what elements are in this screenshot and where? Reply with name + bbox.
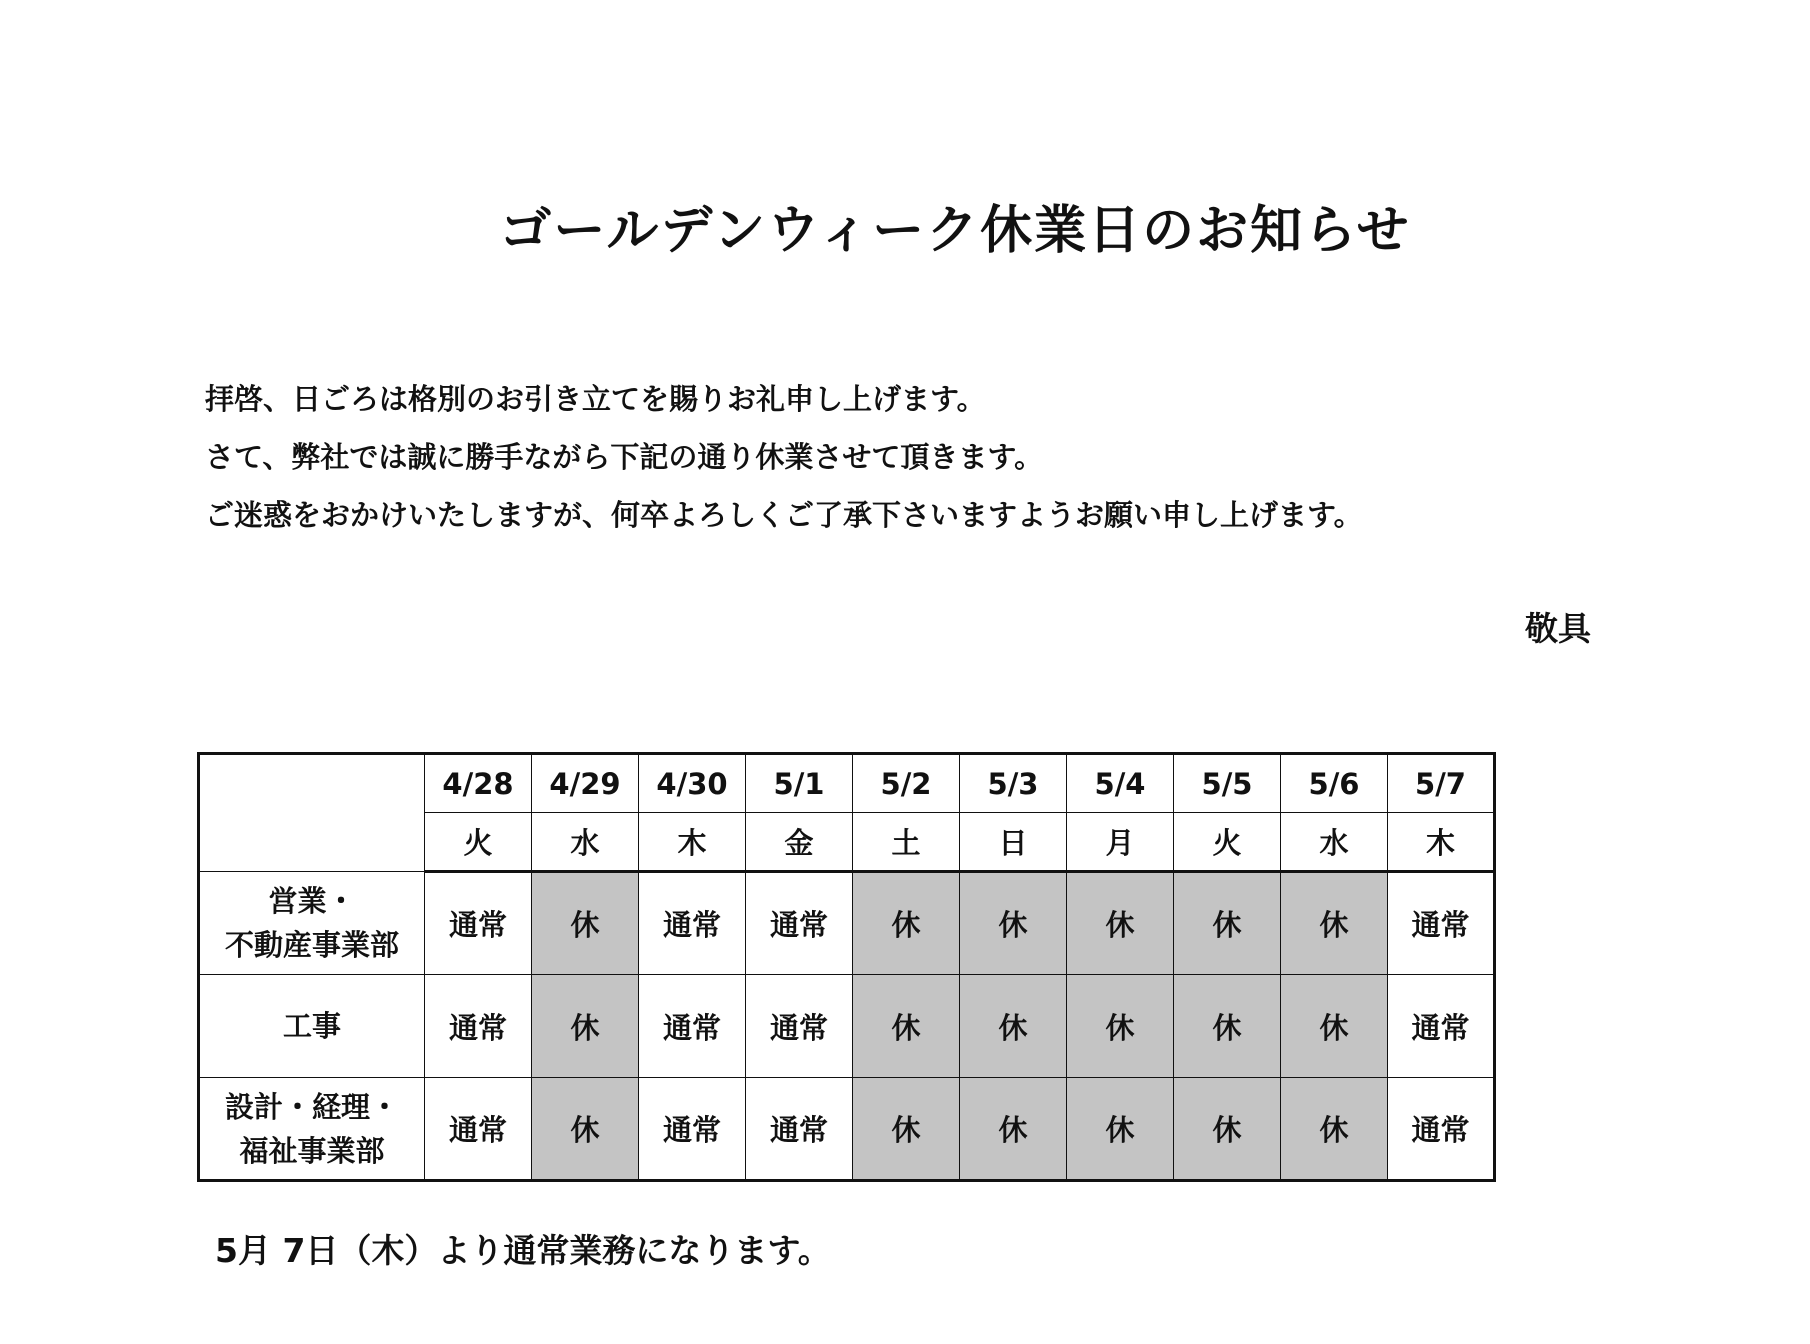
status-cell: 休 [1174,975,1281,1078]
date-cell: 5/5 [1174,754,1281,813]
status-cell: 通常 [746,872,853,975]
weekday-cell: 火 [1174,813,1281,872]
table-corner-cell [199,754,425,872]
status-cell: 休 [853,872,960,975]
status-cell: 通常 [639,872,746,975]
status-cell: 通常 [1388,975,1495,1078]
closing-phrase: 敬具 [1525,609,1591,648]
date-cell: 5/3 [960,754,1067,813]
weekday-cell: 木 [1388,813,1495,872]
greeting-line: ご迷惑をおかけいたしますが、何卒よろしくご了承下さいますようお願い申し上げます。 [205,498,1363,532]
weekday-cell: 金 [746,813,853,872]
department-label-line: 工事 [282,1009,341,1043]
status-cell: 通常 [425,872,532,975]
department-label-line: 福祉事業部 [239,1133,385,1168]
department-row-design-accounting-welfare [199,1078,1495,1181]
greeting-line: さて、弊社では誠に勝手ながら下記の通り休業させて頂きます。 [205,440,1044,474]
status-cell: 通常 [639,1078,746,1181]
holiday-schedule-table [197,752,1496,1182]
date-cell: 4/28 [425,754,532,813]
status-cell: 休 [960,975,1067,1078]
department-label-line: 不動産事業部 [224,928,399,962]
status-cell: 通常 [425,975,532,1078]
date-cell: 5/1 [746,754,853,813]
date-cell: 4/29 [532,754,639,813]
department-row-construction [199,975,1495,1078]
date-cell: 4/30 [639,754,746,813]
status-cell: 休 [1281,872,1388,975]
status-cell: 通常 [746,975,853,1078]
date-cell: 5/4 [1067,754,1174,813]
status-cell: 休 [532,975,639,1078]
status-cell: 休 [1281,975,1388,1078]
resume-notice: 5月 7日（木）より通常業務になります。 [215,1231,831,1270]
greeting-paragraph [205,370,1363,544]
status-cell: 休 [1067,975,1174,1078]
status-cell: 休 [853,975,960,1078]
department-row-sales [199,872,1495,975]
status-cell: 休 [1067,872,1174,975]
status-cell: 休 [1067,1078,1174,1181]
status-cell: 休 [853,1078,960,1181]
page-title: ゴールデンウィーク休業日のお知らせ [499,201,1411,261]
date-cell: 5/2 [853,754,960,813]
status-cell: 休 [532,1078,639,1181]
status-cell: 休 [532,872,639,975]
status-cell: 休 [960,872,1067,975]
weekday-cell: 土 [853,813,960,872]
status-cell: 休 [960,1078,1067,1181]
weekday-cell: 火 [425,813,532,872]
status-cell: 通常 [425,1078,532,1181]
department-label [199,975,425,1078]
status-cell: 休 [1174,1078,1281,1181]
weekday-cell: 木 [639,813,746,872]
weekday-cell: 月 [1067,813,1174,872]
department-label [199,872,425,975]
weekday-cell: 水 [532,813,639,872]
date-cell: 5/6 [1281,754,1388,813]
status-cell: 休 [1281,1078,1388,1181]
status-cell: 通常 [1388,1078,1495,1181]
department-label [199,1078,425,1181]
status-cell: 通常 [639,975,746,1078]
greeting-line: 拝啓、日ごろは格別のお引き立てを賜りお礼申し上げます。 [205,382,986,416]
date-header-row [199,754,1495,813]
date-cell: 5/7 [1388,754,1495,813]
weekday-cell: 水 [1281,813,1388,872]
department-label-line: 設計・経理・ [224,1089,399,1124]
status-cell: 通常 [746,1078,853,1181]
status-cell: 休 [1174,872,1281,975]
weekday-cell: 日 [960,813,1067,872]
status-cell: 通常 [1388,872,1495,975]
department-label-line: 営業・ [268,884,356,918]
